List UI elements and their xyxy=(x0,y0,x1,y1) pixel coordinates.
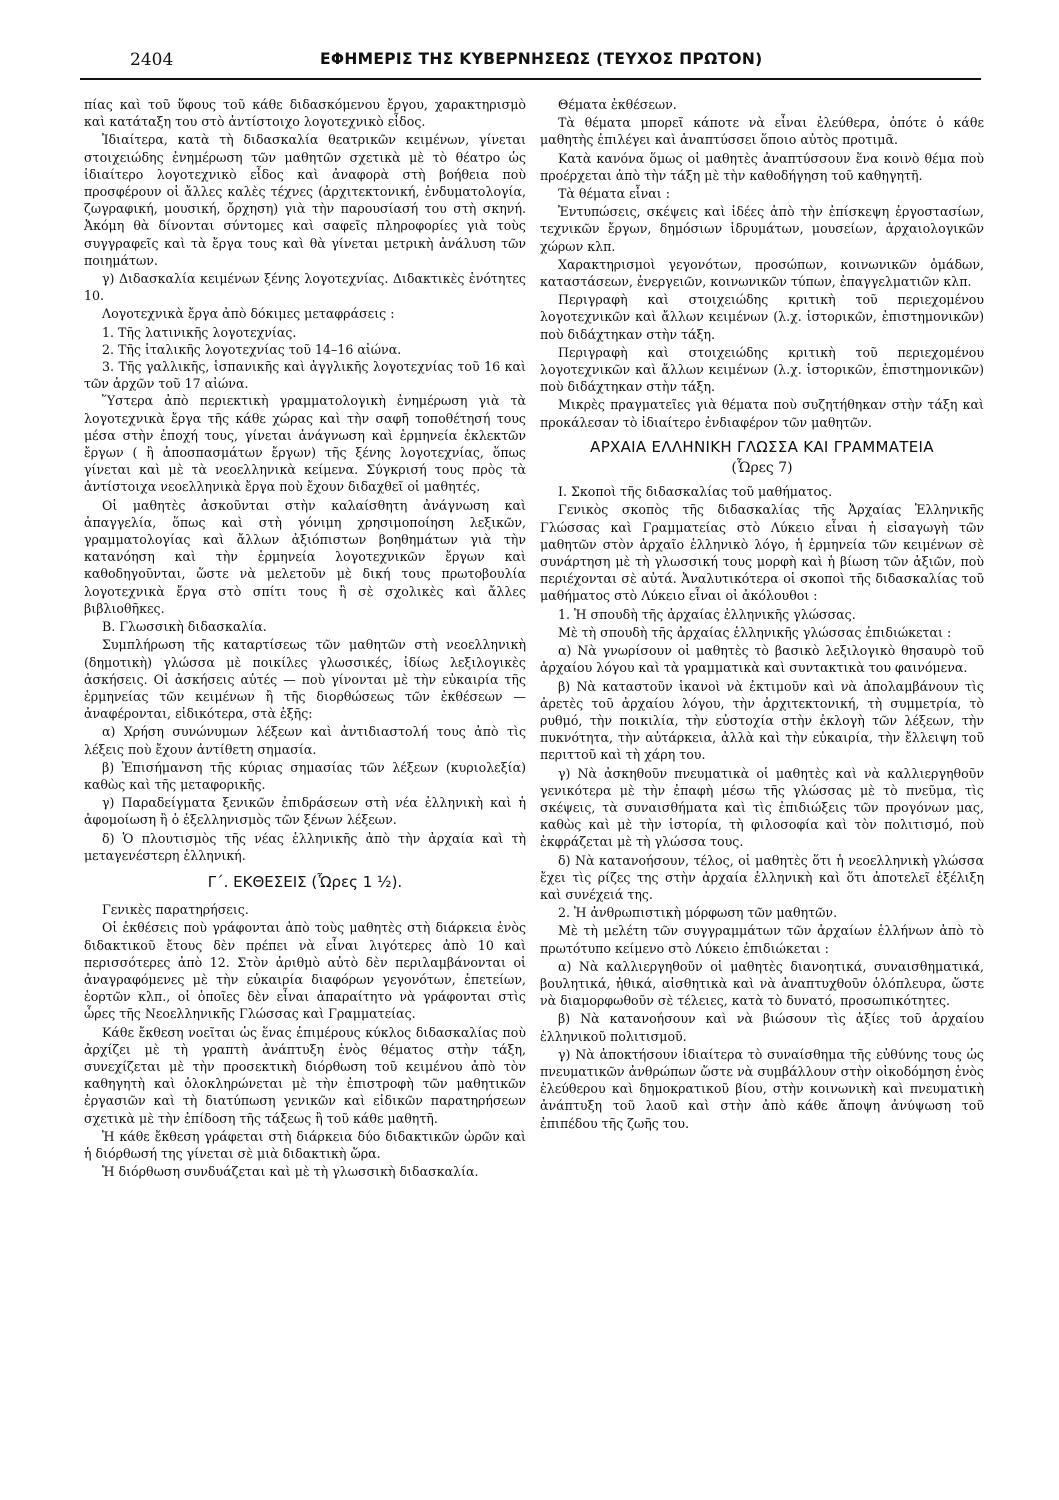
paragraph: Ἡ κάθε ἔκθεση γράφεται στὴ διάρκεια δύο διδακτικῶν ὡρῶν καὶ ἡ διόρθωσή της γίνεται σὲ μιὰ διδακτικὴ ὥρα. xyxy=(84,1128,526,1161)
paragraph: Ὕστερα ἀπὸ περιεκτικὴ γραμματολογικὴ ἐνημέρωση γιὰ τὰ λογοτεχνικὰ ἔργα τῆς κάθε χώρας καὶ τὴν σαφῆ τοποθέτησή τους μέσα στὴν ἐποχή τους, γίνεται ἀνάγνωση καὶ ἑρμηνεία ἐκλεκτῶν ἔργων ( ἢ ἀποσπασμάτων ἔργων) τῆς ξένης λογοτεχνίας, ὅπως γίνεται καὶ μὲ τὰ νεοελληνικὰ κείμενα. Σύγκρισή τους πρὸς τὰ ἀντίστοιχα νεοελληνικὰ ἔργα ποὺ ἔχουν διδαχθεῖ οἱ μαθητές. xyxy=(84,393,526,495)
right-column xyxy=(540,96,984,1133)
section-heading: ΑΡΧΑΙΑ ΕΛΛΗΝΙΚΗ ΓΛΩΣΣΑ ΚΑΙ ΓΡΑΜΜΑΤΕΙΑ xyxy=(590,437,934,456)
list-item: γ) Νὰ ἀσκηθοῦν πνευματικὰ οἱ μαθητὲς καὶ νὰ καλλιεργηθοῦν γενικότερα μὲ τὴν ἐπαφὴ μέσω τῆς γλώσσας μὲ τὸ πνεῦμα, τὶς σκέψεις, τὰ συναισθήματα καὶ τὶς ἐπιδιώξεις τῶν προγόνων μας, καθὼς καὶ μὲ τὴν ἱστορία, τὴ φιλοσοφία καὶ τὸν πολιτισμό, ποὺ ἐκφράζεται μὲ τὴ γλώσσα τους. xyxy=(540,765,984,850)
paragraph: Μὲ τὴ σπουδὴ τῆς ἀρχαίας ἑλληνικῆς γλώσσας ἐπιδιώκεται : xyxy=(558,624,952,640)
list-item: 2. Τῆς ἰταλικῆς λογοτεχνίας τοῦ 14–16 αἰώνα. xyxy=(102,341,402,357)
list-item: δ) Ὁ πλουτισμὸς τῆς νέας ἑλληνικῆς ἀπὸ τὴν ἀρχαία καὶ τὴ μεταγενέστερη ἑλληνική. xyxy=(84,830,526,863)
paragraph: Ἐντυπώσεις, σκέψεις καὶ ἰδέες ἀπὸ τὴν ἐπίσκεψη ἐργοστασίων, τεχνικῶν ἔργων, δημόσιων ἱδρυμάτων, μουσείων, ἀρχαιολογικῶν χώρων κλπ. xyxy=(540,204,984,254)
subsection-title: 1. Ἡ σπουδὴ τῆς ἀρχαίας ἑλληνικῆς γλώσσας. xyxy=(558,606,856,622)
paragraph: Περιγραφὴ καὶ στοιχειώδης κριτικὴ τοῦ περιεχομένου λογοτεχνικῶν καὶ ἄλλων κειμένων (λ.χ. ἱστορικῶν, ἐπιστημονικῶν) ποὺ διδάχτηκαν στὴν τάξη. xyxy=(540,344,984,395)
paragraph: Τὰ θέματα μπορεῖ κάποτε νὰ εἶναι ἐλεύθερα, ὁπότε ὁ κάθε μαθητὴς ἐπιλέγει καὶ ἀναπτύσσει ὅποιο αὐτὸς προτιμᾶ. xyxy=(540,115,984,148)
list-item: α) Νὰ γνωρίσουν οἱ μαθητὲς τὸ βασικὸ λεξιλογικὸ θησαυρὸ τοῦ ἀρχαίου λόγου καὶ τὰ γραμματικὰ καὶ συντακτικὰ του φαινόμενα. xyxy=(540,643,984,676)
list-item: γ) Παραδείγματα ξενικῶν ἐπιδράσεων στὴ νέα ἑλληνικὴ καὶ ἡ ἀφομοίωση ἢ ὁ ἐξελληνισμὸς τῶν ξένων λέξεων. xyxy=(84,795,526,828)
list-item: β) Νὰ καταστοῦν ἱκανοὶ νὰ ἐκτιμοῦν καὶ νὰ ἀπολαμβάνουν τὶς ἀρετὲς τοῦ ἀρχαίου λόγου, τὴν ἀρχιτεκτονική, τὴ συμμετρία, τὸ ρυθμό, τὴν ποικιλία, τὴν εὐστοχία στὴν ἐκλογὴ τῶν λέξεων, τὴν πυκνότητα, τὴν αὐτάρκεια, ἀλλὰ καὶ τὴν εὐκαιρία, τὴν ἔλλειψη τοῦ περιττοῦ καὶ τὴ χάρη του. xyxy=(540,678,984,763)
list-item: 3. Τῆς γαλλικῆς, ἱσπανικῆς καὶ ἀγγλικῆς λογοτεχνίας τοῦ 16 καὶ τῶν ἀρχῶν τοῦ 17 αἰώνα. xyxy=(84,359,526,392)
paragraph: Περιγραφὴ καὶ στοιχειώδης κριτικὴ τοῦ περιεχομένου λογοτεχνικῶν καὶ ἄλλων κειμένων (λ.χ. ἱστορικῶν, ἐπιστημονικῶν) ποὺ διδάχτηκαν στὴν τάξη. xyxy=(540,292,984,342)
list-item: β) Νὰ κατανοήσουν καὶ νὰ βιώσουν τὶς ἀξίες τοῦ ἀρχαίου ἑλληνικοῦ πολιτισμοῦ. xyxy=(540,1011,984,1044)
paragraph: Τὰ θέματα εἶναι : xyxy=(558,186,670,202)
paragraph: γ) Διδασκαλία κειμένων ξένης λογοτεχνίας. Διδακτικὲς ἑνότητες 10. xyxy=(84,271,526,304)
subsection-title: Γενικὲς παρατηρήσεις. xyxy=(102,902,249,918)
subsection-title: 2. Ἡ ἀνθρωπιστικὴ μόρφωση τῶν μαθητῶν. xyxy=(558,905,838,921)
page-header xyxy=(80,44,981,80)
paragraph: Κατὰ κανόνα ὅμως οἱ μαθητὲς ἀναπτύσσουν ἕνα κοινὸ θέμα ποὺ προέρχεται ἀπὸ τὴν τάξη μὲ τὴν καθοδήγηση τοῦ καθηγητῆ. xyxy=(540,150,984,183)
list-item: δ) Νὰ κατανοήσουν, τέλος, οἱ μαθητὲς ὅτι ἡ νεοελληνικὴ γλώσσα ἔχει τὶς ρίζες της στὴν ἀρχαία ἑλληνικὴ καὶ ὅτι ἀποτελεῖ ἐξέλιξη καὶ συνέχειά της. xyxy=(540,852,984,902)
chapter-heading: Γ΄. ΕΚΘΕΣΕΙΣ (Ὧρες 1 ½). xyxy=(207,872,403,891)
paragraph: Οἱ μαθητὲς ἀσκοῦνται στὴν καλαίσθητη ἀνάγνωση καὶ ἀπαγγελία, ὅπως καὶ στὴ γόνιμη χρησιμοποίηση λεξικῶν, γραμματολογίας καὶ ἄλλων ἀξιόπιστων βοηθημάτων γιὰ τὴν κατανόηση καὶ τὴν ἑρμηνεία λογοτεχνικῶν ἔργων καὶ καθοδηγοῦνται, ὥστε νὰ μελετοῦν μὲ δική τους πρωτοβουλία λογοτεχνικὰ ἔργα στὸ σπίτι τους ἢ σὲ σχολικὲς καὶ ἄλλες βιβλιοθῆκες. xyxy=(84,497,526,616)
gazette-title: ΕΦΗΜΕΡΙΣ ΤΗΣ ΚΥΒΕΡΝΗΣΕΩΣ (ΤΕΥΧΟΣ ΠΡΩΤΟΝ) xyxy=(320,50,763,68)
section-hours: (Ὧρες 7) xyxy=(731,460,793,477)
list-item: α) Νὰ καλλιεργηθοῦν οἱ μαθητὲς διανοητικά, συναισθηματικά, βουλητικά, ἠθικά, αἰσθητικὰ καὶ νὰ ἀναπτυχθοῦν ὁλόπλευρα, ὥστε νὰ διαμορφωθοῦν σὲ τέλειες, κατὰ τὸ δυνατό, προσωπικότητες. xyxy=(540,958,984,1009)
paragraph: Κάθε ἔκθεση νοεῖται ὡς ἕνας ἐπιμέρους κύκλος διδασκαλίας ποὺ ἀρχίζει μὲ τὴ γραπτὴ ἀνάπτυξη ἑνὸς θέματος στὴν τάξη, συνεχίζεται μὲ τὴν προσεκτικὴ διόρθωση τοῦ κειμένου ἀπὸ τὸν καθηγητὴ καὶ ὁλοκληρώνεται μὲ τὴν ἐπιστροφὴ τῶν μαθητικῶν ἐργασιῶν καὶ τὴ διατύπωση γενικῶν καὶ εἰδικῶν παρατηρήσεων σχετικὰ μὲ τὴν ἐπίδοση τῆς τάξεως ἢ τοῦ κάθε μαθητῆ. xyxy=(84,1024,526,1126)
paragraph: Μὲ τὴ μελέτη τῶν συγγραμμάτων τῶν ἀρχαίων ἑλλήνων ἀπὸ τὸ πρωτότυπο κείμενο στὸ Λύκειο ἐπιδιώκεται : xyxy=(540,923,984,956)
paragraph: Ἰδιαίτερα, κατὰ τὴ διδασκαλία θεατρικῶν κειμένων, γίνεται στοιχειώδης ἐνημέρωση τῶν μαθητῶν σχετικὰ μὲ τὸ θέατρο ὡς ἰδιαίτερο λογοτεχνικὸ εἶδος καὶ ἀναφορὰ στὴ βοήθεια ποὺ προσφέρουν οἱ ἄλλες καλὲς τέχνες (ἀρχιτεκτονική, ἐνδυματολογία, ζωγραφική, μουσική, ὄρχηση) γιὰ τὴν παρουσίασή του στὴ σκηνή. Ἀκόμη θὰ δίνονται σύντομες καὶ σαφεῖς πληροφορίες γιὰ τοὺς συγγραφεῖς καὶ τὰ ἔργα τους καὶ θὰ γίνεται μετρικὴ ἀνάλυση τῶν ποιημάτων. xyxy=(84,132,526,268)
list-item: β) Ἐπισήμανση τῆς κύριας σημασίας τῶν λέξεων (κυριολεξία) καθὼς καὶ τῆς μεταφορικῆς. xyxy=(84,759,526,792)
page-number: 2404 xyxy=(130,50,174,70)
paragraph: πίας καὶ τοῦ ὕφους τοῦ κάθε διδασκόμενου ἔργου, χαρακτηρισμὸ καὶ κατάταξη του στὸ ἀντίστοιχο λογοτεχνικὸ εἶδος. xyxy=(84,97,526,130)
paragraph: Ἡ διόρθωση συνδυάζεται καὶ μὲ τὴ γλωσσικὴ διδασκαλία. xyxy=(102,1164,479,1180)
subsection-title: Ι. Σκοποὶ τῆς διδασκαλίας τοῦ μαθήματος. xyxy=(558,484,833,500)
list-item: 1. Τῆς λατινικῆς λογοτεχνίας. xyxy=(102,324,297,340)
paragraph: Λογοτεχνικὰ ἔργα ἀπὸ δόκιμες μεταφράσεις : xyxy=(102,306,395,322)
paragraph: Συμπλήρωση τῆς καταρτίσεως τῶν μαθητῶν στὴ νεοελληνικὴ (δημοτικὴ) γλώσσα μὲ ποικίλες γλωσσικές, ἰδίως λεξιλογικὲς ἀσκήσεις. Οἱ ἀσκήσεις αὐτές — ποὺ γίνονται μὲ τὴν εὐκαιρία τῆς ἑρμηνείας τῶν κειμένων ἢ τῆς διορθώσεως τῶν ἐκθέσεων — ἀναφέρονται, εἰδικότερα, στὰ ἑξῆς: xyxy=(84,637,526,722)
list-item: α) Χρήση συνώνυμων λέξεων καὶ ἀντιδιαστολή τους ἀπὸ τὶς λέξεις ποὺ ἔχουν ἀντίθετη σημασία. xyxy=(84,724,526,757)
list-item: γ) Νὰ ἀποκτήσουν ἰδιαίτερα τὸ συναίσθημα τῆς εὐθύνης τους ὡς πνευματικῶν ἀνθρώπων ὥστε νὰ συμβάλλουν στὴν οἰκοδόμηση ἑνὸς ἐλεύθερου καὶ δημοκρατικοῦ βίου, στὴν κοινωνικὴ καὶ πνευματικὴ ἀνάπτυξη τοῦ λαοῦ καὶ στὴν ἀπὸ κάθε ἄποψη ἀνύψωση τοῦ ἐπιπέδου τῆς ζωῆς του. xyxy=(540,1046,984,1131)
paragraph: Γενικὸς σκοπὸς τῆς διδασκαλίας τῆς Ἀρχαίας Ἑλληνικῆς Γλώσσας καὶ Γραμματείας στὸ Λύκειο εἶναι ἡ εἰσαγωγὴ τῶν μαθητῶν στὸν ἀρχαῖο ἑλληνικὸ λόγο, ἡ ἑρμηνεία τῶν κειμένων σὲ συνάρτηση μὲ τὴ γλωσσική τους μορφὴ καὶ ἡ βίωση τῶν ἀξιῶν, ποὺ περιέχονται σὲ αὐτά. Ἀναλυτικότερα οἱ σκοποὶ τῆς διδασκαλίας τοῦ μαθήματος στὸ Λύκειο εἶναι οἱ ἀκόλουθοι : xyxy=(540,502,984,604)
paragraph: Μικρὲς πραγματεῖες γιὰ θέματα ποὺ συζητήθηκαν στὴν τάξη καὶ προκάλεσαν τὸ ἰδιαίτερο ἐνδιαφέρον τῶν μαθητῶν. xyxy=(540,397,984,430)
left-column xyxy=(84,96,526,1181)
subsection-title: Β. Γλωσσικὴ διδασκαλία. xyxy=(102,619,267,635)
paragraph: Οἱ ἐκθέσεις ποὺ γράφονται ἀπὸ τοὺς μαθητὲς στὴ διάρκεια ἑνὸς διδακτικοῦ ἔτους δὲν πρέπει νὰ εἶναι λιγότερες ἀπὸ 10 καὶ περισσότερες ἀπὸ 12. Στὸν ἀριθμὸ αὐτὸ δὲν περιλαμβάνονται οἱ ἀναγραφόμενες μὲ τὴν εὐκαιρία διαφόρων γεγονότων, ἐπετείων, ἑορτῶν κλπ., οἱ ὁποῖες δὲν εἶναι ἀπαραίτητο νὰ γράφονται στὶς ὧρες τῆς Νεοελληνικῆς Γλώσσας καὶ Γραμματείας. xyxy=(84,920,526,1022)
subsection-title: Θέματα ἐκθέσεων. xyxy=(558,97,677,112)
paragraph: Χαρακτηρισμοὶ γεγονότων, προσώπων, κοινωνικῶν ὁμάδων, καταστάσεων, ἐνεργειῶν, κοινωνικῶν τύπων, ἐπαγγελματιῶν κλπ. xyxy=(540,256,984,290)
